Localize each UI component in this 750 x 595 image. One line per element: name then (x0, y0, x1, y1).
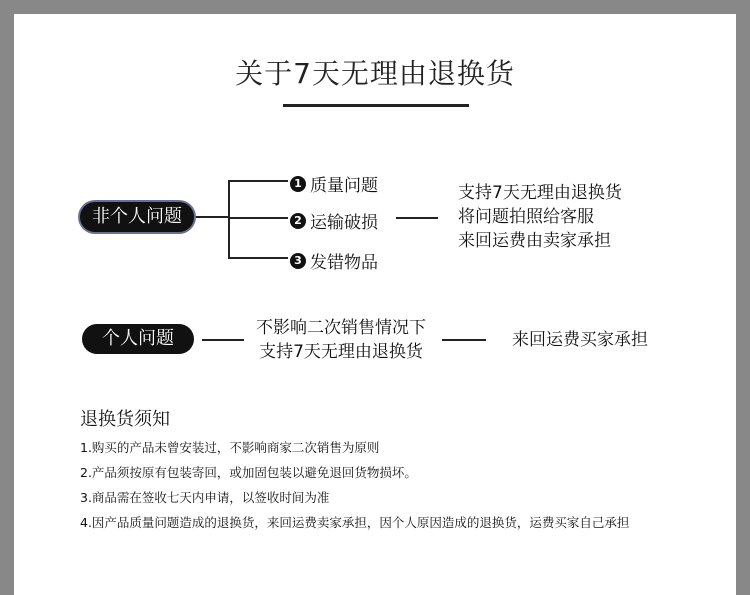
branch-stem (194, 216, 228, 218)
result-line: 将问题拍照给客服 (458, 207, 594, 227)
connector-left (202, 339, 244, 341)
reason-quality (290, 171, 378, 196)
note-item: 4.因产品质量问题造成的退换货，来回运费卖家承担，因个人原因造成的退换货，运费买家自己承担 (80, 515, 630, 530)
branch-top (228, 180, 288, 182)
note-item: 1.购买的产品未曾安装过，不影响商家二次销售为原则 (80, 440, 380, 455)
reason-label: 发错物品 (310, 253, 378, 273)
branch-vertical (228, 180, 230, 259)
seller-responsibility-text (458, 181, 622, 253)
notes-heading: 退换货须知 (80, 409, 170, 430)
content-card (14, 14, 736, 595)
note-item: 3.商品需在签收七天内申请，以签收时间为准 (80, 490, 330, 505)
connector-right (442, 339, 486, 341)
reason-label: 运输破损 (310, 213, 378, 233)
title-underline (283, 104, 469, 107)
condition-line: 不影响二次销售情况下 (256, 318, 426, 338)
branch-bottom (228, 257, 288, 259)
number-1-icon: 1 (290, 176, 306, 192)
personal-issue-badge: 个人问题 (82, 324, 194, 354)
condition-line: 支持7天无理由退换货 (259, 342, 423, 362)
personal-condition-text (256, 316, 426, 364)
result-line: 来回运费由卖家承担 (458, 231, 611, 251)
page-title: 关于7天无理由退换货 (235, 57, 515, 90)
reason-wrong-item (290, 248, 378, 273)
number-3-icon: 3 (290, 253, 306, 269)
reason-label: 质量问题 (310, 176, 378, 196)
reason-shipping-damage (290, 208, 378, 233)
result-line: 支持7天无理由退换货 (458, 183, 622, 203)
branch-middle (228, 217, 288, 219)
connector-to-result (396, 217, 438, 219)
non-personal-issue-badge: 非个人问题 (80, 202, 194, 232)
number-2-icon: 2 (290, 213, 306, 229)
note-item: 2.产品须按原有包装寄回，或加固包装以避免退回货物损坏。 (80, 465, 417, 480)
buyer-pays-shipping-text: 来回运费买家承担 (512, 330, 648, 350)
